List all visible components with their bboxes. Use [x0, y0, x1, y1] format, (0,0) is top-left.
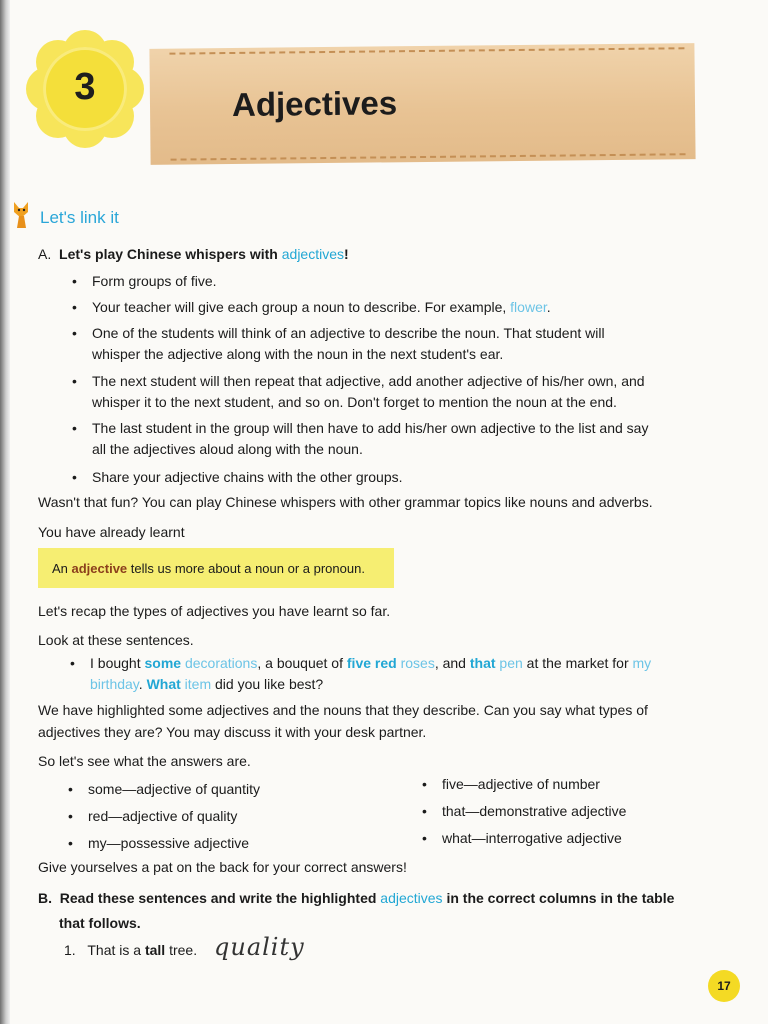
activity-a-instruction — [38, 246, 349, 262]
activity-b-instruction — [38, 890, 674, 906]
paragraph: We have highlighted some adjectives and the nouns that they describe. Can you say what types of — [38, 702, 648, 718]
paragraph: Give yourselves a pat on the back for your correct answers! — [38, 859, 407, 875]
answer-item: • red—adjective of quality — [88, 808, 237, 824]
chapter-number: 3 — [74, 66, 96, 108]
list-item-text: Share your adjective chains with the other groups. — [92, 469, 403, 485]
fox-icon — [10, 200, 32, 230]
instruction-text: in the correct columns in the table — [442, 890, 675, 906]
instruction-text: Read these sentences and write the highlighted — [59, 890, 381, 906]
paragraph: You have already learnt — [38, 524, 185, 540]
paragraph: Look at these sentences. — [38, 632, 194, 648]
paragraph: adjectives they are? You may discuss it with your desk partner. — [38, 724, 427, 740]
adjectives-link: adjectives — [281, 246, 345, 262]
list-item-text: • One of the students will think of an adjective to describe the noun. That student will — [92, 325, 605, 341]
chapter-title: Adjectives — [231, 84, 398, 123]
list-item — [92, 469, 403, 485]
activity-letter: B. — [38, 890, 52, 906]
list-item-text: Form groups of five. — [92, 273, 217, 289]
list-item-text: • The last student in the group will then have to add his/her own adjective to the list and say — [92, 420, 649, 436]
instruction-end: ! — [344, 246, 349, 262]
answer-item: • my—possessive adjective — [88, 835, 249, 851]
definition-pre: An — [52, 561, 72, 576]
page-number: 17 — [708, 970, 740, 1002]
question-text: That is a — [87, 942, 145, 958]
example-line-2: birthday. What item did you like best? — [90, 676, 324, 692]
list-item-text: whisper it to the next student, and so on. Don't forget to mention the noun at the end. — [92, 394, 617, 410]
example-word: flower — [510, 299, 547, 315]
title-banner — [149, 43, 695, 165]
paragraph: Wasn't that fun? You can play Chinese whispers with other grammar topics like nouns and adverbs. — [38, 494, 653, 510]
chapter-badge — [26, 30, 144, 148]
list-item-text: all the adjectives aloud along with the noun. — [92, 441, 363, 457]
question-1 — [64, 942, 197, 958]
list-item-text: whisper the adjective along with the noun in the next student's ear. — [92, 346, 504, 362]
question-text: tree. — [165, 942, 198, 958]
answer-item: • some—adjective of quantity — [88, 781, 260, 797]
activity-letter: A. — [38, 246, 52, 262]
paragraph: Let's recap the types of adjectives you have learnt so far. — [38, 603, 391, 619]
answer-item: • what—interrogative adjective — [442, 830, 622, 846]
handwritten-answer: quality — [214, 933, 305, 961]
answer-item: • five—adjective of number — [442, 776, 600, 792]
definition-text — [52, 561, 365, 576]
list-item — [92, 420, 648, 457]
list-item — [92, 325, 605, 362]
activity-b-line2: that follows. — [59, 915, 141, 931]
list-item — [92, 299, 551, 315]
definition-highlight — [38, 548, 394, 588]
example-sentence — [90, 655, 651, 692]
list-item-end: . — [546, 299, 551, 315]
section-title: Let's link it — [40, 208, 119, 227]
adjectives-link: adjectives — [380, 890, 443, 906]
question-number: 1. — [64, 942, 76, 958]
definition-keyword: adjective — [71, 561, 128, 576]
list-item — [92, 273, 217, 289]
book-spine-shadow — [0, 0, 10, 1024]
definition-post: tells us more about a noun or a pronoun. — [127, 561, 365, 576]
question-adjective: tall — [144, 942, 166, 958]
list-item-text: Your teacher will give each group a noun to describe. For example, — [92, 299, 511, 315]
instruction-text: Let's play Chinese whispers with — [59, 246, 282, 262]
example-line-1: • I bought some decorations, a bouquet of five red roses, and that pen at the market for my — [90, 655, 652, 671]
answer-item: • that—demonstrative adjective — [442, 803, 626, 819]
paragraph: So let's see what the answers are. — [38, 753, 251, 769]
list-item — [92, 373, 645, 410]
list-item-text: • The next student will then repeat that adjective, add another adjective of his/her own, and — [92, 373, 645, 389]
